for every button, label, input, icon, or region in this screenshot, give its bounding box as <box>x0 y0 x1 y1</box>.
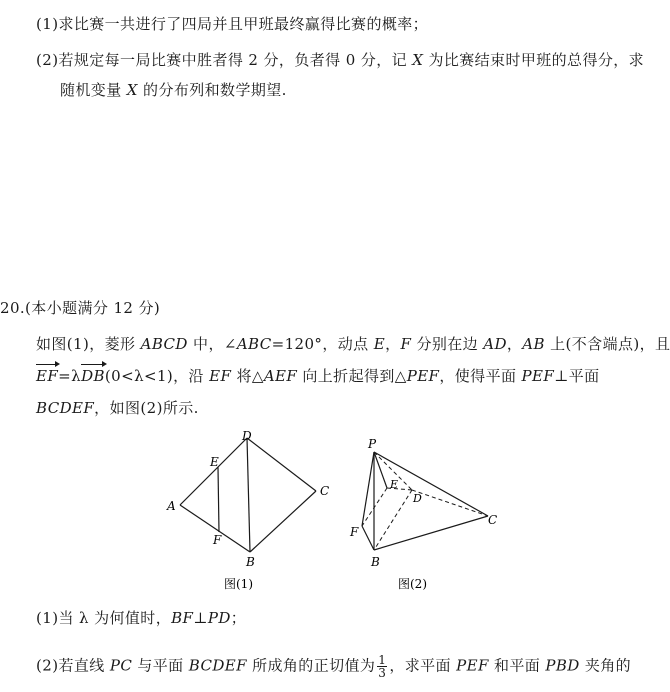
q19-part2-text-c: 随机变量 <box>60 81 127 99</box>
math-e: E <box>373 335 386 353</box>
segment-ef <box>218 467 219 532</box>
edge-ad <box>180 438 247 505</box>
math-abc: ABC <box>236 335 272 353</box>
label-b: B <box>371 555 380 569</box>
edge-dc <box>412 490 488 516</box>
q20-paragraph-line2 <box>36 366 600 386</box>
q19-part2-line1 <box>36 50 644 70</box>
label-f: F <box>350 525 359 539</box>
q20-paragraph-line3 <box>36 398 199 418</box>
q19-part2-text-b: 为比赛结束时甲班的总得分，求 <box>423 51 645 69</box>
edge-cb <box>250 491 316 552</box>
figure-1-caption: 图(1) <box>224 577 253 591</box>
label-e: E <box>390 478 399 491</box>
math-bcdef: BCDEF <box>36 399 95 417</box>
text: 与平面 <box>132 656 189 675</box>
figure-2 <box>340 428 510 596</box>
q20-sub1 <box>36 608 246 628</box>
edge-db <box>374 490 412 550</box>
label-c: C <box>320 484 330 498</box>
q20-paragraph-line1 <box>36 334 670 354</box>
math-ad: AD <box>483 335 507 353</box>
math-f: F <box>400 335 412 353</box>
math-pef: PEF <box>406 367 440 385</box>
math-pef: PEF <box>521 367 555 385</box>
text: 所成角的正切值为 <box>246 656 376 675</box>
vector-db: DB <box>81 367 105 385</box>
text: 向上折起得到△ <box>297 367 407 385</box>
vector-ef: EF <box>36 367 59 385</box>
math-bf: BF <box>171 609 194 627</box>
edge-bc <box>374 516 488 550</box>
label-d: D <box>413 492 422 505</box>
fraction-denominator: 3 <box>378 666 387 680</box>
math-ef: EF <box>209 367 232 385</box>
diagonal-db <box>247 438 250 552</box>
edge-dc <box>247 438 316 491</box>
q20-sub2 <box>36 654 631 679</box>
q19-part1-text: (1)求比赛一共进行了四局并且甲班最终赢得比赛的概率； <box>36 15 429 33</box>
figure-2-caption: 图(2) <box>398 577 427 591</box>
text: 和平面 <box>488 656 546 675</box>
math-pc: PC <box>109 656 133 675</box>
math-pef: PEF <box>456 656 489 675</box>
label-d: D <box>242 429 252 443</box>
text: 如图(1)，菱形 <box>36 335 141 353</box>
edge-pe <box>374 452 387 488</box>
label-b: B <box>246 555 255 569</box>
text: ，使得平面 <box>439 367 522 385</box>
text: 将△ <box>231 367 264 385</box>
text: 上(不含端点)，且 <box>544 335 670 353</box>
edge-pf <box>362 452 374 526</box>
text: ； <box>230 609 247 627</box>
q19-part2-text-a: (2)若规定每一局比赛中胜者得 2 分，负者得 0 分，记 <box>36 51 413 69</box>
q19-part1 <box>36 14 428 34</box>
text: (0<λ<1)，沿 <box>104 367 210 385</box>
text: ， <box>385 335 401 353</box>
text: ⊥ <box>193 609 208 627</box>
math-ab: AB <box>522 335 545 353</box>
label-a: A <box>167 499 176 513</box>
text: 中，∠ <box>187 335 237 353</box>
math-bcdef: BCDEF <box>188 656 247 675</box>
text: =120°，动点 <box>271 335 374 353</box>
var-x: X <box>412 51 424 69</box>
math-pd: PD <box>207 609 231 627</box>
text: 分别在边 <box>411 335 484 353</box>
text: (2)若直线 <box>36 656 110 675</box>
math-pbd: PBD <box>545 656 580 675</box>
q19-part2-line2 <box>60 80 287 100</box>
text: (1)当 λ 为何值时， <box>36 609 172 627</box>
fraction-one-third <box>377 654 387 679</box>
label-f: F <box>213 533 222 547</box>
edge-fb <box>362 526 374 550</box>
q19-part2-text-d: 的分布列和数学期望. <box>137 81 287 99</box>
text: ⊥平面 <box>554 367 600 385</box>
label-p: P <box>368 437 377 451</box>
text: ，如图(2)所示. <box>94 399 199 417</box>
text: ，求平面 <box>389 656 457 675</box>
q20-header-text: 20.(本小题满分 12 分) <box>0 299 161 317</box>
label-c: C <box>488 513 498 527</box>
math-abcd: ABCD <box>140 335 188 353</box>
text: ， <box>506 335 523 353</box>
text: 夹角的 <box>579 656 632 675</box>
label-e: E <box>210 455 219 469</box>
figure-1 <box>160 428 340 596</box>
fraction-numerator: 1 <box>378 653 387 667</box>
math-aef: AEF <box>263 367 298 385</box>
q20-header <box>0 298 160 318</box>
var-x: X <box>126 81 138 99</box>
text: =λ <box>58 367 82 385</box>
